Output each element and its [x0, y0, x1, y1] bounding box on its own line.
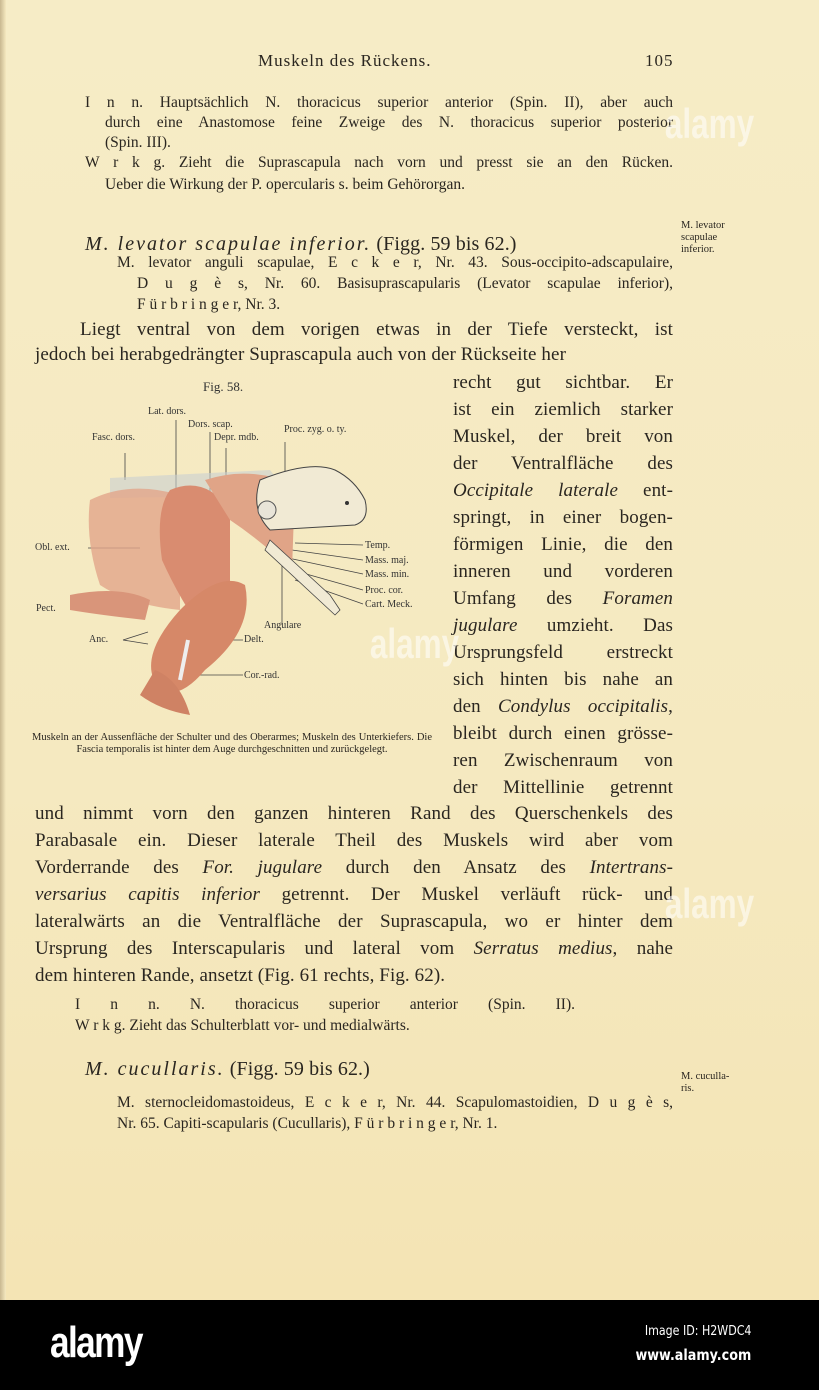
- text-line: [453, 724, 673, 743]
- watermark-alamy: alamy: [664, 100, 755, 147]
- label-temp: Temp.: [365, 540, 391, 551]
- text-segment: inneren und vorderen: [453, 561, 673, 582]
- figure-title: Fig. 58.: [203, 379, 244, 394]
- margin-note-cucullaris: M. cuculla- ris.: [681, 1071, 730, 1094]
- text-segment: durch eine Anastomose feine Zweige des N. thoracicus superior posterior: [105, 114, 673, 131]
- text-segment: M. sternocleidomastoideus, E c k e r, Nr. 44. Scapulomastoidien, D u g è s,: [117, 1094, 673, 1111]
- text-line: [453, 427, 673, 446]
- text-line: [137, 297, 673, 313]
- label-fasc-dors: Fasc. dors.: [92, 432, 136, 443]
- text-line: [117, 1116, 673, 1132]
- text-segment: ,: [668, 696, 673, 717]
- text-segment: M. levator anguli scapulae, E c k e r, Nr. 43. Sous-occipito-adscapulaire,: [117, 254, 673, 271]
- text-line: [453, 535, 673, 554]
- text-segment: umzieht. Das: [517, 615, 673, 636]
- watermark-alamy-center: alamy: [369, 620, 460, 667]
- text-segment: Ursprungsfeld erstreckt: [453, 642, 673, 663]
- text-segment: getrennt. Der Muskel verläuft rück- und: [260, 884, 673, 905]
- text-segment: Vorderrande des: [35, 857, 203, 878]
- text-segment: Nr. 65. Capiti-scapularis (Cucullaris), F ü r b r i n g e r, Nr. 1.: [117, 1115, 498, 1132]
- text-segment: ist ein ziemlich starker: [453, 399, 673, 420]
- text-line: [35, 885, 673, 904]
- label-dors-scap: Dors. scap.: [188, 419, 233, 430]
- text-segment: den: [453, 696, 499, 717]
- text-line: [80, 320, 673, 339]
- italic-term: Intertrans-: [589, 857, 674, 878]
- italic-term: Foramen: [602, 588, 673, 609]
- text-line: [453, 508, 673, 527]
- text-segment: Parabasale ein. Dieser laterale Theil des Muskels wird aber vom: [35, 830, 673, 851]
- label-proc-zyg: Proc. zyg. o. ty.: [284, 424, 347, 435]
- text-segment: recht gut sichtbar. Er: [453, 372, 673, 393]
- italic-term: Serratus medius: [473, 938, 613, 959]
- text-segment: bleibt durch einen grösse-: [453, 723, 673, 744]
- text-line: [35, 831, 673, 850]
- text-line: [137, 276, 673, 292]
- text-line: [453, 400, 673, 419]
- text-line: [453, 697, 673, 716]
- text-segment: durch den Ansatz des: [322, 857, 590, 878]
- text-line: [453, 751, 673, 770]
- text-segment: Ueber die Wirkung der P. opercularis s. beim Gehörorgan.: [105, 176, 465, 193]
- figure-caption: Muskeln an der Aussenfläche der Schulter und des Oberarmes; Muskeln des Unterkiefers. Die Fascia temporalis ist hinter dem Auge durchgeschnitten und zurückgelegt.: [32, 732, 432, 755]
- text-line: [35, 804, 673, 823]
- margin-note-levator: M. levator scapulae inferior.: [681, 220, 725, 255]
- text-segment: lateralwärts an die Ventralfläche der Suprascapula, wo er hinter dem: [35, 911, 673, 932]
- text-segment: Ursprung des Interscapularis und lateral vom: [35, 938, 474, 959]
- section-heading-levator: M. levator scapulae inferior. (Figg. 59 bis 62.): [85, 233, 517, 255]
- label-lat-dors: Lat. dors.: [148, 406, 187, 417]
- text-segment: der Ventralfläche des: [453, 453, 673, 474]
- text-segment: dem hinteren Rande, ansetzt (Fig. 61 rechts, Fig. 62).: [35, 965, 446, 986]
- text-line: [75, 997, 575, 1013]
- text-segment: jedoch bei herabgedrängter Suprascapula auch von der Rückseite her: [35, 344, 566, 365]
- stock-footer: [0, 1300, 819, 1390]
- label-anc: Anc.: [89, 634, 109, 645]
- text-segment: Muskel, der breit von: [453, 426, 673, 447]
- text-segment: I n n. Hauptsächlich N. thoracicus superior anterior (Spin. II), aber auch: [85, 94, 673, 111]
- section-heading-cucullaris: M. cucullaris. (Figg. 59 bis 62.): [85, 1058, 370, 1080]
- watermark-alamy-lower: alamy: [664, 880, 755, 927]
- label-cor-rad: Cor.-rad.: [244, 670, 280, 681]
- text-line: [453, 373, 673, 392]
- text-segment: ren Zwischenraum von: [453, 750, 673, 771]
- text-line: [105, 177, 673, 193]
- label-cart-meck: Cart. Meck.: [365, 599, 413, 610]
- text-line: [85, 95, 673, 111]
- text-segment: I n n. N. thoracicus superior anterior (Spin. II).: [75, 996, 575, 1013]
- text-line: [453, 454, 673, 473]
- text-segment: und nimmt vorn den ganzen hinteren Rand des Querschenkels des: [35, 803, 673, 824]
- text-line: [117, 255, 673, 271]
- text-segment: Liegt ventral von dem vorigen etwas in der Tiefe versteckt, ist: [80, 319, 673, 340]
- text-line: [453, 562, 673, 581]
- site-url[interactable]: www.alamy.com: [635, 1346, 751, 1364]
- running-title: Muskeln des Rückens.: [258, 51, 432, 70]
- text-line: [35, 345, 673, 364]
- italic-term: For. jugulare: [202, 857, 323, 878]
- label-angulare: Angulare: [264, 620, 302, 631]
- text-line: [453, 589, 673, 608]
- text-segment: springt, in einer bogen-: [453, 507, 673, 528]
- text-segment: D u g è s, Nr. 60. Basisuprascapularis (Levator scapulae inferior),: [137, 275, 673, 292]
- text-line: [117, 1095, 673, 1111]
- italic-term: versarius capitis inferior: [35, 884, 260, 905]
- text-line: [85, 155, 673, 171]
- alamy-logo: alamy: [50, 1318, 142, 1367]
- text-line: [35, 939, 673, 958]
- label-pect: Pect.: [36, 603, 56, 614]
- image-id: Image ID: H2WDC4: [644, 1324, 751, 1339]
- text-line: [105, 135, 673, 151]
- text-line: [453, 616, 673, 635]
- label-proc-cor: Proc. cor.: [365, 585, 404, 596]
- text-segment: förmigen Linie, die den: [453, 534, 673, 555]
- page-number: 105: [645, 51, 674, 70]
- italic-term: Occipitale laterale: [453, 480, 619, 501]
- text-segment: sich hinten bis nahe an: [453, 669, 673, 690]
- text-segment: Umfang des: [453, 588, 603, 609]
- label-depr-mdb: Depr. mdb.: [214, 432, 259, 443]
- text-segment: der Mittellinie getrennt: [453, 777, 673, 798]
- text-line: [75, 1018, 575, 1034]
- text-segment: F ü r b r i n g e r, Nr. 3.: [137, 296, 281, 313]
- text-segment: ent-: [618, 480, 673, 501]
- text-line: [453, 643, 673, 662]
- label-mass-min: Mass. min.: [365, 569, 410, 580]
- text-line: [453, 481, 673, 500]
- text-segment: W r k g. Zieht das Schulterblatt vor- und medialwärts.: [75, 1017, 410, 1034]
- label-delt: Delt.: [244, 634, 264, 645]
- text-line: [35, 966, 673, 985]
- text-line: [453, 670, 673, 689]
- text-line: [35, 858, 673, 877]
- text-segment: , nahe: [612, 938, 673, 959]
- label-mass-maj: Mass. maj.: [365, 555, 409, 566]
- text-segment: (Spin. III).: [105, 134, 171, 151]
- text-line: [453, 778, 673, 797]
- label-obl-ext: Obl. ext.: [35, 542, 70, 553]
- text-segment: W r k g. Zieht die Suprascapula nach vorn und presst sie an den Rücken.: [85, 154, 673, 171]
- italic-term: jugulare: [453, 615, 518, 636]
- text-line: [35, 912, 673, 931]
- italic-term: Condylus occipitalis: [498, 696, 669, 717]
- text-line: [105, 115, 673, 131]
